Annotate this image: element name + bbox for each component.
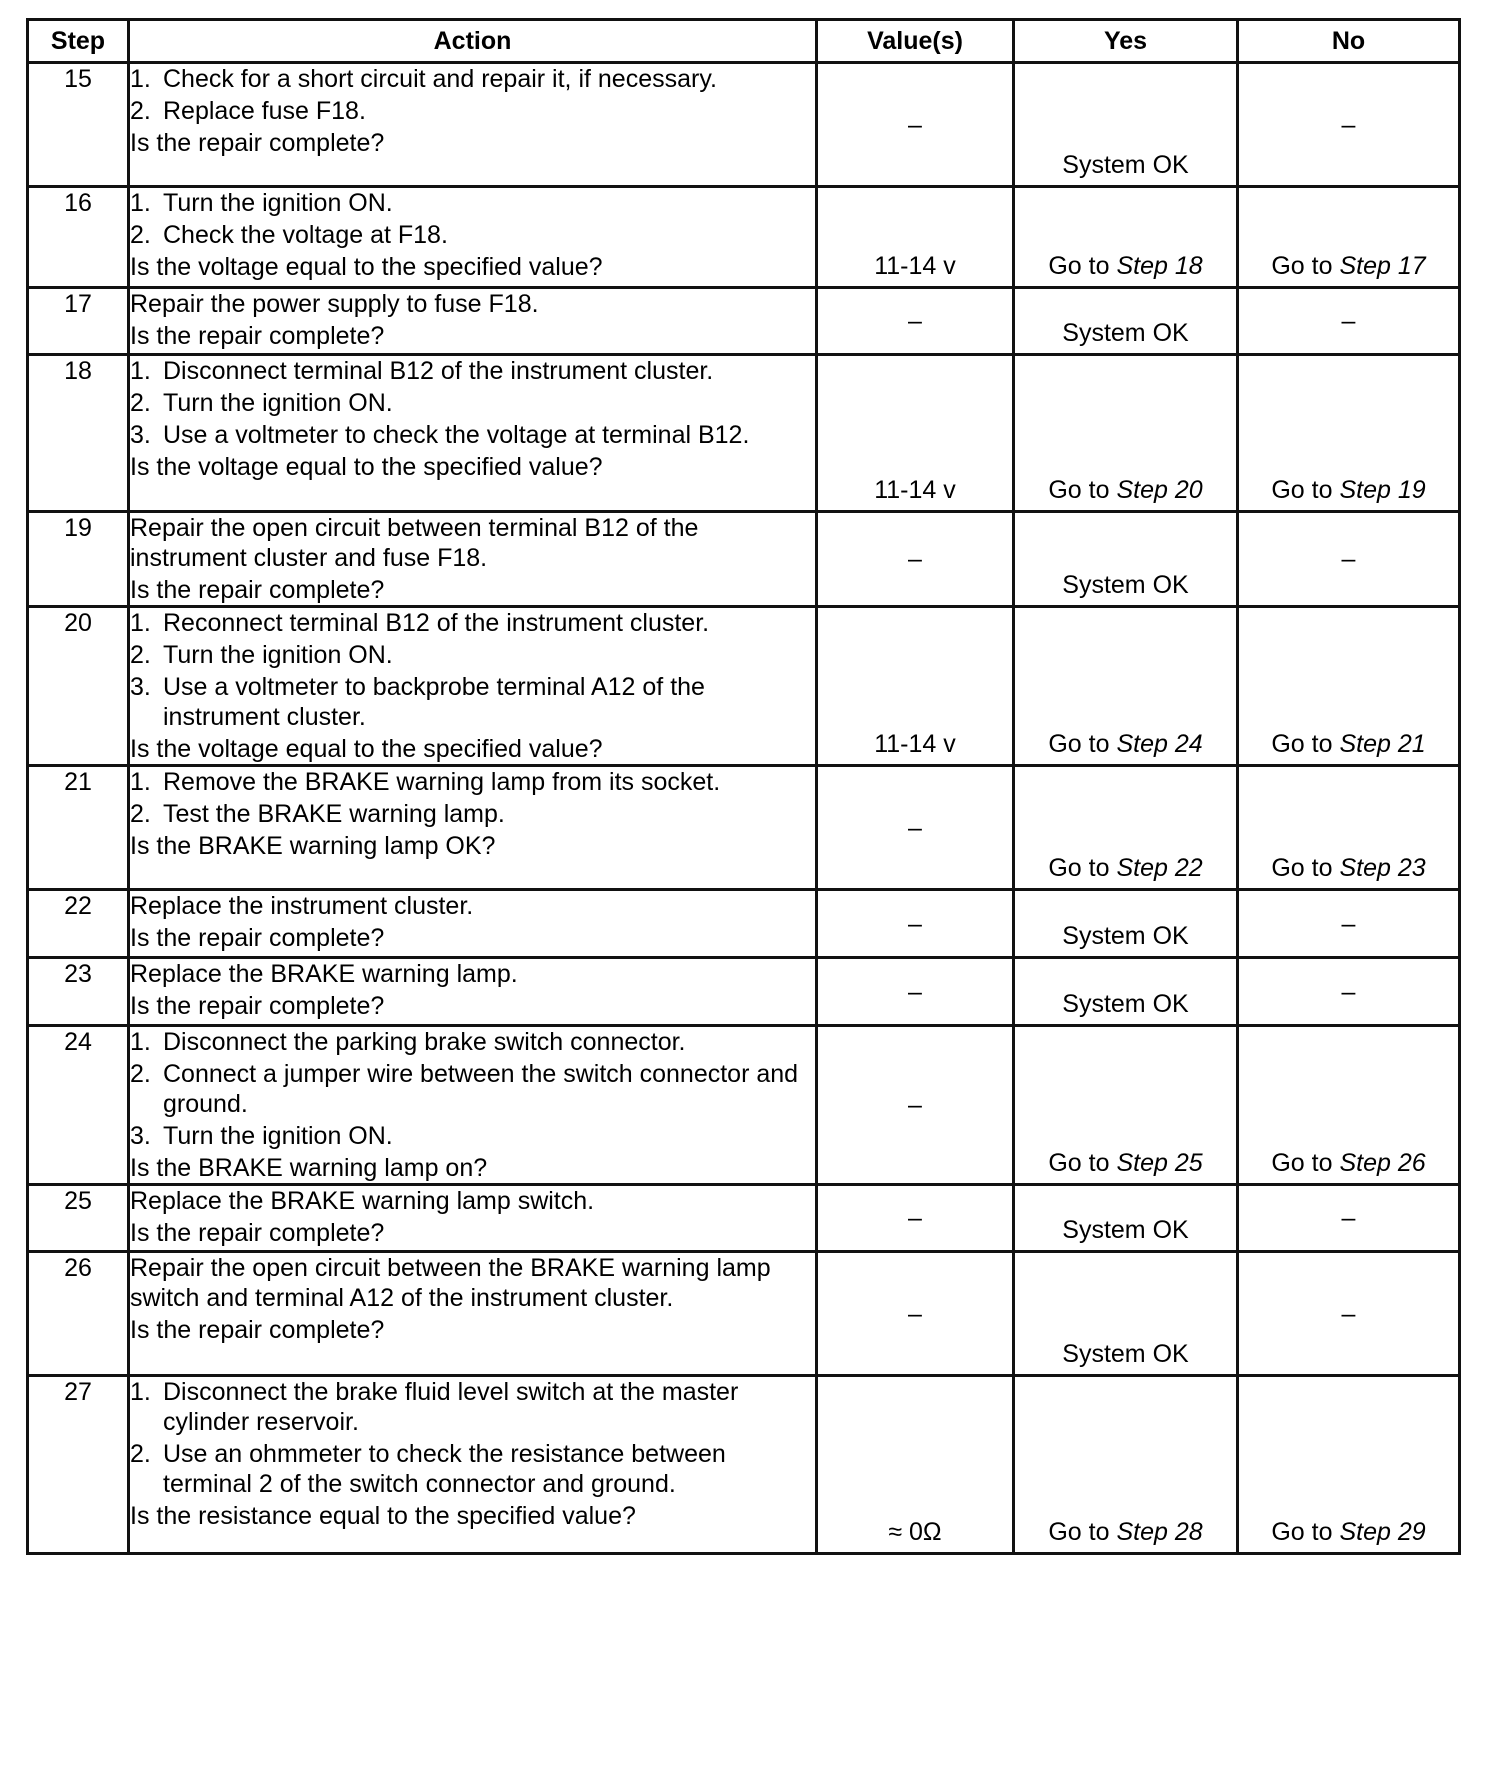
yes-outcome xyxy=(1015,1148,1236,1178)
value-text: 11-14 v xyxy=(874,730,956,758)
yes-step-ref: Step 22 xyxy=(1116,854,1203,882)
action-item-number: 1. xyxy=(130,1378,151,1406)
table-row xyxy=(28,766,1460,890)
no-cell xyxy=(1238,890,1460,958)
header-yes: Yes xyxy=(1014,20,1238,63)
yes-outcome: System OK xyxy=(1062,151,1189,179)
yes-outcome xyxy=(1015,475,1236,505)
table-row xyxy=(28,187,1460,288)
no-outcome: – xyxy=(1341,307,1356,335)
no-cell xyxy=(1238,355,1460,512)
value-cell xyxy=(817,355,1014,512)
yes-cell xyxy=(1014,1026,1238,1185)
yes-cell xyxy=(1014,607,1238,766)
action-item-number: 2. xyxy=(130,389,151,417)
action-item-number: 1. xyxy=(130,609,151,637)
action-item-text: Use an ohmmeter to check the resistance between terminal 2 of the switch connector and ground. xyxy=(163,1440,726,1498)
yes-step-ref: Step 25 xyxy=(1116,1149,1203,1177)
action-item-text: Replace fuse F18. xyxy=(163,97,366,125)
no-cell xyxy=(1238,1252,1460,1376)
step-number: 25 xyxy=(28,1185,129,1252)
no-prefix: Go to xyxy=(1271,1149,1340,1177)
no-cell xyxy=(1238,288,1460,355)
no-outcome: – xyxy=(1341,1204,1356,1232)
action-item-number: 1. xyxy=(130,65,151,93)
action-cell xyxy=(129,512,817,607)
header-values: Value(s) xyxy=(817,20,1014,63)
action-text: Replace the BRAKE warning lamp. xyxy=(130,960,518,988)
action-item-text: Reconnect terminal B12 of the instrument cluster. xyxy=(163,609,710,637)
action-item-text: Disconnect the brake fluid level switch at the master cylinder reservoir. xyxy=(163,1378,739,1436)
yes-outcome: System OK xyxy=(1062,1340,1189,1368)
action-item xyxy=(130,388,815,418)
no-cell xyxy=(1238,63,1460,187)
yes-outcome: System OK xyxy=(1062,319,1189,347)
no-step-ref: Step 29 xyxy=(1339,1518,1426,1546)
no-prefix: Go to xyxy=(1271,730,1340,758)
action-cell xyxy=(129,607,817,766)
action-item-text: Check for a short circuit and repair it, if necessary. xyxy=(163,65,717,93)
action-item-number: 1. xyxy=(130,189,151,217)
yes-cell xyxy=(1014,958,1238,1026)
yes-prefix: Go to xyxy=(1048,252,1117,280)
value-text: – xyxy=(908,545,922,573)
action-item-text: Connect a jumper wire between the switch connector and ground. xyxy=(163,1060,799,1118)
no-outcome: – xyxy=(1341,545,1356,573)
table-row xyxy=(28,1252,1460,1376)
yes-prefix: Go to xyxy=(1048,854,1117,882)
action-item-number: 3. xyxy=(130,1122,151,1150)
action-item-number: 2. xyxy=(130,221,151,249)
table-body xyxy=(28,63,1460,1554)
action-item xyxy=(130,767,815,797)
yes-outcome xyxy=(1015,251,1236,281)
value-cell xyxy=(817,288,1014,355)
action-item-text: Turn the ignition ON. xyxy=(163,641,393,669)
step-number: 26 xyxy=(28,1252,129,1376)
no-prefix: Go to xyxy=(1271,252,1340,280)
table-row xyxy=(28,607,1460,766)
action-cell xyxy=(129,187,817,288)
action-item-number: 1. xyxy=(130,357,151,385)
no-outcome xyxy=(1239,475,1458,505)
no-step-ref: Step 21 xyxy=(1339,730,1426,758)
action-question: Is the voltage equal to the specified value? xyxy=(130,453,603,481)
no-prefix: Go to xyxy=(1271,1518,1340,1546)
action-cell xyxy=(129,63,817,187)
no-cell xyxy=(1238,607,1460,766)
step-number: 16 xyxy=(28,187,129,288)
value-cell xyxy=(817,890,1014,958)
yes-step-ref: Step 28 xyxy=(1116,1518,1203,1546)
table-row xyxy=(28,958,1460,1026)
no-outcome xyxy=(1239,251,1458,281)
no-prefix: Go to xyxy=(1271,476,1340,504)
value-cell xyxy=(817,607,1014,766)
action-item-text: Turn the ignition ON. xyxy=(163,389,393,417)
action-item xyxy=(130,188,815,218)
header-action: Action xyxy=(129,20,817,63)
step-number: 20 xyxy=(28,607,129,766)
value-cell xyxy=(817,512,1014,607)
step-number: 17 xyxy=(28,288,129,355)
step-number: 21 xyxy=(28,766,129,890)
action-item-text: Turn the ignition ON. xyxy=(163,189,393,217)
yes-prefix: Go to xyxy=(1048,476,1117,504)
value-text: – xyxy=(908,110,922,139)
action-item xyxy=(130,64,815,94)
action-cell xyxy=(129,958,817,1026)
action-item xyxy=(130,356,815,386)
value-text: – xyxy=(908,1204,922,1232)
table-row xyxy=(28,1026,1460,1185)
action-item-number: 2. xyxy=(130,97,151,125)
header-no: No xyxy=(1238,20,1460,63)
value-text: 11-14 v xyxy=(874,252,956,280)
yes-outcome: System OK xyxy=(1062,990,1189,1018)
yes-outcome: System OK xyxy=(1062,1216,1189,1244)
yes-cell xyxy=(1014,355,1238,512)
step-number: 22 xyxy=(28,890,129,958)
action-cell xyxy=(129,1252,817,1376)
value-cell xyxy=(817,1376,1014,1554)
no-cell xyxy=(1238,1185,1460,1252)
action-question: Is the repair complete? xyxy=(130,129,385,157)
action-cell xyxy=(129,288,817,355)
no-outcome xyxy=(1239,1517,1458,1547)
no-cell xyxy=(1238,512,1460,607)
yes-cell xyxy=(1014,1252,1238,1376)
action-item-number: 2. xyxy=(130,641,151,669)
yes-outcome: System OK xyxy=(1062,922,1189,950)
step-number: 15 xyxy=(28,63,129,187)
yes-cell xyxy=(1014,890,1238,958)
no-cell xyxy=(1238,958,1460,1026)
value-cell xyxy=(817,958,1014,1026)
action-question: Is the repair complete? xyxy=(130,576,385,604)
value-text: – xyxy=(908,1091,922,1119)
action-text: Replace the BRAKE warning lamp switch. xyxy=(130,1187,595,1215)
table-row xyxy=(28,890,1460,958)
action-item-number: 3. xyxy=(130,673,151,701)
yes-outcome xyxy=(1015,729,1236,759)
yes-cell xyxy=(1014,187,1238,288)
table-row xyxy=(28,63,1460,187)
no-step-ref: Step 17 xyxy=(1339,252,1426,280)
table-row xyxy=(28,288,1460,355)
action-question: Is the repair complete? xyxy=(130,1316,385,1344)
action-question: Is the repair complete? xyxy=(130,1219,385,1247)
action-item-text: Use a voltmeter to backprobe terminal A12 of the instrument cluster. xyxy=(163,673,705,731)
step-number: 27 xyxy=(28,1376,129,1554)
action-item-text: Disconnect terminal B12 of the instrument cluster. xyxy=(163,357,714,385)
action-item-number: 2. xyxy=(130,800,151,828)
action-item xyxy=(130,1377,815,1437)
action-item-text: Turn the ignition ON. xyxy=(163,1122,393,1150)
no-step-ref: Step 19 xyxy=(1339,476,1426,504)
yes-outcome xyxy=(1015,853,1236,883)
action-question: Is the BRAKE warning lamp on? xyxy=(130,1154,488,1182)
action-item-number: 3. xyxy=(130,421,151,449)
yes-cell xyxy=(1014,512,1238,607)
action-item xyxy=(130,420,815,450)
action-item xyxy=(130,1121,815,1151)
yes-prefix: Go to xyxy=(1048,730,1117,758)
no-outcome xyxy=(1239,1148,1458,1178)
action-question: Is the voltage equal to the specified value? xyxy=(130,253,603,281)
action-cell xyxy=(129,890,817,958)
yes-prefix: Go to xyxy=(1048,1149,1117,1177)
no-cell xyxy=(1238,1376,1460,1554)
yes-cell xyxy=(1014,288,1238,355)
action-cell xyxy=(129,1376,817,1554)
yes-step-ref: Step 20 xyxy=(1116,476,1203,504)
action-question: Is the repair complete? xyxy=(130,992,385,1020)
value-cell xyxy=(817,1252,1014,1376)
action-text: Repair the power supply to fuse F18. xyxy=(130,290,539,318)
value-cell xyxy=(817,63,1014,187)
action-item-number: 2. xyxy=(130,1440,151,1468)
diagnostic-table xyxy=(26,18,1461,1555)
no-prefix: Go to xyxy=(1271,854,1340,882)
action-item-text: Remove the BRAKE warning lamp from its socket. xyxy=(163,768,721,796)
action-item xyxy=(130,640,815,670)
action-item-text: Use a voltmeter to check the voltage at terminal B12. xyxy=(163,421,750,449)
step-number: 18 xyxy=(28,355,129,512)
no-cell xyxy=(1238,766,1460,890)
action-item-number: 2. xyxy=(130,1060,151,1088)
step-number: 23 xyxy=(28,958,129,1026)
step-number: 24 xyxy=(28,1026,129,1185)
action-cell xyxy=(129,1185,817,1252)
yes-outcome xyxy=(1015,1517,1236,1547)
action-item xyxy=(130,608,815,638)
value-cell xyxy=(817,187,1014,288)
value-cell xyxy=(817,1026,1014,1185)
action-item xyxy=(130,1059,815,1119)
action-text: Repair the open circuit between the BRAKE warning lamp switch and terminal A12 of the instrument cluster. xyxy=(130,1254,771,1312)
action-cell xyxy=(129,1026,817,1185)
table-header-row xyxy=(28,20,1460,63)
action-item xyxy=(130,672,815,732)
action-text: Replace the instrument cluster. xyxy=(130,892,474,920)
action-question: Is the repair complete? xyxy=(130,322,385,350)
yes-cell xyxy=(1014,1185,1238,1252)
yes-cell xyxy=(1014,1376,1238,1554)
value-text: 11-14 v xyxy=(874,476,956,504)
action-item-text: Check the voltage at F18. xyxy=(163,221,448,249)
action-item xyxy=(130,799,815,829)
no-outcome xyxy=(1239,853,1458,883)
value-cell xyxy=(817,1185,1014,1252)
action-cell xyxy=(129,766,817,890)
yes-step-ref: Step 18 xyxy=(1116,252,1203,280)
action-cell xyxy=(129,355,817,512)
action-text: Repair the open circuit between terminal B12 of the instrument cluster and fuse F18. xyxy=(130,514,699,572)
action-item xyxy=(130,1439,815,1499)
value-text: – xyxy=(908,307,922,335)
no-outcome: – xyxy=(1341,110,1356,139)
value-text: ≈ 0Ω xyxy=(888,1518,942,1546)
value-text: – xyxy=(908,813,922,842)
no-cell xyxy=(1238,187,1460,288)
yes-cell xyxy=(1014,766,1238,890)
no-outcome xyxy=(1239,729,1458,759)
yes-prefix: Go to xyxy=(1048,1518,1117,1546)
value-text: – xyxy=(908,909,922,938)
action-item xyxy=(130,96,815,126)
no-outcome: – xyxy=(1341,909,1356,938)
action-question: Is the voltage equal to the specified value? xyxy=(130,735,603,763)
step-number: 19 xyxy=(28,512,129,607)
action-item xyxy=(130,220,815,250)
action-item-text: Disconnect the parking brake switch connector. xyxy=(163,1028,686,1056)
action-question: Is the resistance equal to the specified value? xyxy=(130,1502,636,1530)
value-text: – xyxy=(908,977,922,1006)
value-cell xyxy=(817,766,1014,890)
no-step-ref: Step 26 xyxy=(1339,1149,1426,1177)
action-question: Is the BRAKE warning lamp OK? xyxy=(130,832,496,860)
action-item-number: 1. xyxy=(130,768,151,796)
yes-outcome: System OK xyxy=(1062,571,1189,599)
table-row xyxy=(28,1185,1460,1252)
no-outcome: – xyxy=(1341,977,1356,1006)
yes-step-ref: Step 24 xyxy=(1116,730,1203,758)
action-item xyxy=(130,1027,815,1057)
action-item-text: Test the BRAKE warning lamp. xyxy=(163,800,505,828)
action-question: Is the repair complete? xyxy=(130,924,385,952)
no-cell xyxy=(1238,1026,1460,1185)
no-step-ref: Step 23 xyxy=(1339,854,1426,882)
yes-cell xyxy=(1014,63,1238,187)
action-item-number: 1. xyxy=(130,1028,151,1056)
no-outcome: – xyxy=(1341,1299,1356,1328)
table-row xyxy=(28,355,1460,512)
table-row xyxy=(28,1376,1460,1554)
value-text: – xyxy=(908,1299,922,1328)
table-row xyxy=(28,512,1460,607)
header-step: Step xyxy=(28,20,129,63)
